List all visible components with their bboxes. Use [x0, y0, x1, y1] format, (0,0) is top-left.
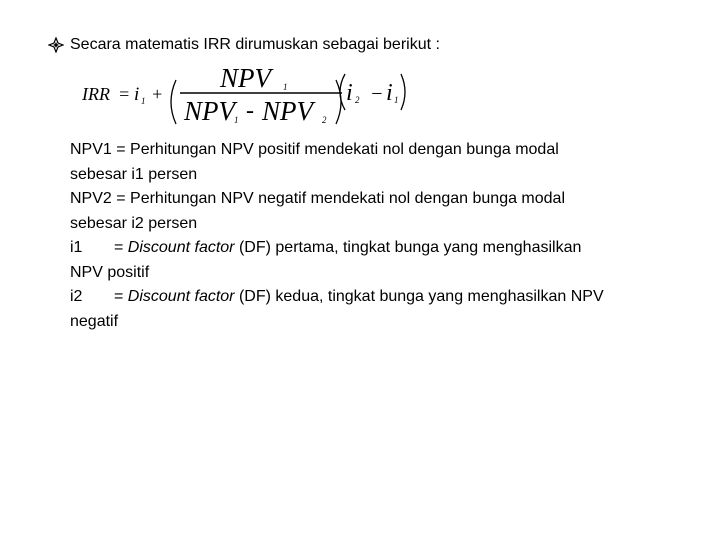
npv1-definition [70, 138, 690, 187]
formula-den-term1: NPV [184, 96, 235, 126]
formula-paren-i1: i [386, 80, 393, 106]
formula-den-minus: - [246, 98, 254, 124]
npv2-definition [70, 187, 690, 236]
formula-paren-i2: i [346, 80, 353, 106]
formula-i1-sub: 1 [141, 96, 146, 106]
formula-i1: i [134, 84, 140, 105]
fraction-left-paren [171, 80, 176, 124]
i1-symbol: i1 [70, 239, 83, 256]
formula-numerator: NPV [220, 63, 271, 93]
diamond-bullet-icon [48, 37, 64, 53]
heading-row [48, 36, 440, 54]
formula-paren-i1-sub: 1 [394, 95, 399, 105]
i1-rest: (DF) pertama, tingkat bunga yang menghasilkan [234, 239, 582, 256]
formula-lhs: IRR [82, 84, 110, 104]
formula-plus: + [151, 84, 164, 104]
formula-paren-minus: − [370, 83, 384, 105]
i2-symbol: i2 [70, 288, 83, 305]
definitions [70, 138, 690, 334]
npv2-line1: NPV2 = Perhitungan NPV negatif mendekati nol dengan bunga modal [70, 190, 566, 207]
formula-den-term2: NPV [262, 96, 313, 126]
i2-eq: = [114, 288, 128, 305]
i1-term: Discount factor [127, 239, 235, 256]
i2-definition [70, 285, 690, 334]
npv1-line1: NPV1 = Perhitungan NPV positif mendekati nol dengan bunga modal [70, 141, 559, 158]
npv1-line2: sebesar i1 persen [70, 165, 198, 183]
i1-eq: = [114, 239, 128, 256]
formula-den-term1-sub: 1 [234, 115, 239, 125]
i2-line2: negatif [70, 312, 119, 330]
formula-numerator-sub: 1 [283, 82, 288, 92]
formula-den-term2-sub: 2 [322, 115, 327, 125]
npv2-line2: sebesar i2 persen [70, 214, 198, 232]
i1-line2: NPV positif [70, 263, 150, 281]
heading-text: Secara matematis IRR dirumuskan sebagai berikut : [70, 36, 440, 53]
i2-term: Discount factor [127, 288, 235, 305]
i2-rest: (DF) kedua, tingkat bunga yang menghasilkan NPV [234, 288, 604, 305]
irr-formula [80, 60, 410, 128]
difference-right-paren [401, 74, 405, 110]
formula-paren-i2-sub: 2 [355, 95, 360, 105]
formula-equals: = [118, 84, 131, 104]
i1-definition [70, 236, 690, 285]
